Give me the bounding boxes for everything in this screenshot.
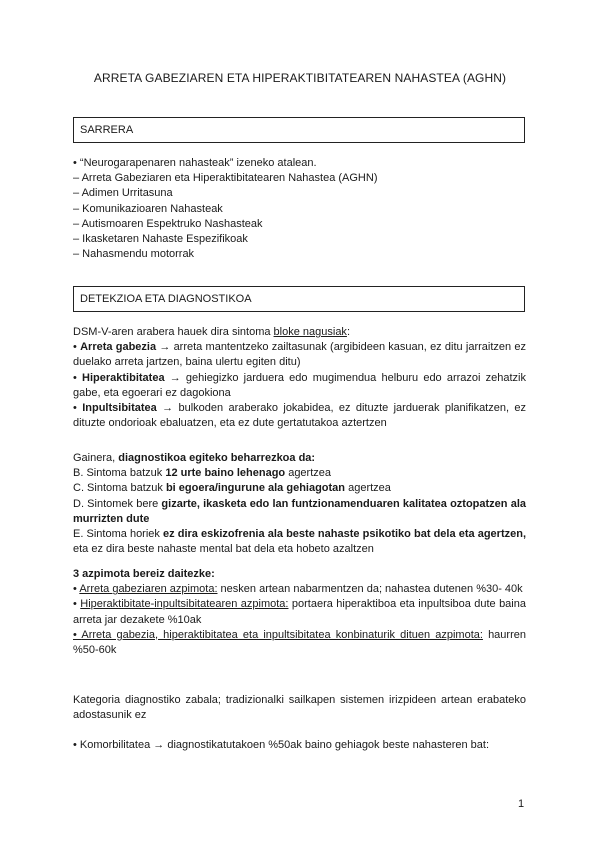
symptoms-intro: DSM-V-aren arabera hauek dira sintoma bloke nagusiak: bbox=[73, 326, 350, 338]
criteria-item: E. Sintoma horiek ez dira eskizofrenia ala beste nahaste psikotiko bat dela eta agertzen, eta ez dira beste nahaste mental bat dela eta hobeto azaltzen bbox=[73, 528, 526, 556]
symptom-item: • Arreta gabezia → arreta mantentzeko zailtasunak (argibideen kasuan, ez ditu jarraitzen ez duelako arreta jartzen, baina ulertu egiten ditu) bbox=[73, 341, 526, 369]
page-number: 1 bbox=[518, 798, 525, 810]
criteria-item: C. Sintoma batzuk bi egoera/ingurune ala gehiagotan agertzea bbox=[73, 482, 391, 495]
list-item: – Arreta Gabeziaren eta Hiperaktibitatearen Nahastea (AGHN) bbox=[73, 172, 378, 185]
criteria-item: D. Sintomek bere gizarte, ikasketa edo lan funtzionamenduaren kalitatea oztopatzen ala murrizten dute bbox=[73, 497, 526, 525]
subtype-item: • Arreta gabeziaren azpimota: nesken artean nabarmentzen da; nahastea dutenen %30- 40k bbox=[73, 583, 523, 596]
list-item: – Komunikazioaren Nahasteak bbox=[73, 202, 223, 215]
subtype-item: • Hiperaktibitate-inpultsibitatearen azpimota: portaera hiperaktiboa eta inpultsiboa dute baina arreta jar dezakete %10ak bbox=[73, 598, 526, 626]
list-item: – Adimen Urritasuna bbox=[73, 187, 173, 200]
criteria-item: B. Sintoma batzuk 12 urte baino lehenago agertzea bbox=[73, 467, 332, 480]
symptoms-block bbox=[73, 325, 526, 431]
symptom-item: • Hiperaktibitatea → gehiegizko jarduera edo mugimendua helburu edo arrazoi zehatzik gabe, eta egoerari ez dagokiona bbox=[73, 371, 526, 399]
list-item: • “Neurogarapenaren nahasteak” izeneko atalean. bbox=[73, 157, 317, 169]
list-item: – Autismoaren Espektruko Nashasteak bbox=[73, 217, 263, 230]
sarrera-list bbox=[73, 156, 526, 262]
criteria-block bbox=[73, 451, 526, 557]
comorbidity-paragraph: • Komorbilitatea → diagnostikatutakoen %50ak baino gehiagok beste nahasteren bat: bbox=[73, 739, 490, 751]
criteria-intro: Gainera, diagnostikoa egiteko beharrezkoa da: bbox=[73, 452, 316, 464]
subtypes-block bbox=[73, 567, 526, 658]
subtypes-heading: 3 azpimota bereiz daitezke: bbox=[73, 568, 215, 580]
category-paragraph: Kategoria diagnostiko zabala; tradizionalki sailkapen sistemen irizpideen artean erabateko adostasunik ez bbox=[73, 694, 526, 722]
section-heading-detekzioa: DETEKZIOA ETA DIAGNOSTIKOA bbox=[73, 286, 525, 312]
symptom-item: • Inpultsibitatea → bulkoden araberako jokabidea, ez dituzte jarduerak planifikatzen, ez dituzte ondorioak ebaluatzen, eta ez dute gertatutakoa aztertzen bbox=[73, 402, 526, 430]
list-item: – Ikasketaren Nahaste Espezifikoak bbox=[73, 233, 248, 246]
page-title: ARRETA GABEZIAREN ETA HIPERAKTIBITATEAREN NAHASTEA (AGHN) bbox=[93, 71, 507, 85]
list-item: – Nahasmendu motorrak bbox=[73, 248, 195, 261]
subtype-item: • Arreta gabezia, hiperaktibitatea eta inpultsibitatea konbinaturik dituen azpimota: haurren %50-60k bbox=[73, 628, 526, 657]
section-heading-sarrera: SARRERA bbox=[73, 117, 525, 143]
